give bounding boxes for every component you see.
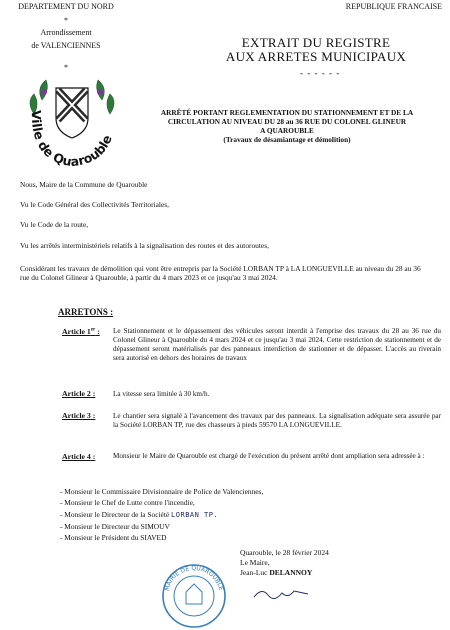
signature-name: Jean-Luc DELANNOY bbox=[240, 568, 313, 577]
considerant: Considérant les travaux de démolition qui vont être entrepris par la Société LORBAN TP à LA LONGUEVILLE au niveau du 28 au 36 rue du Colonel Glineur à Quarouble, à partir du 4 mars 2023 et ce jusqu'au 3 mai 2024. bbox=[20, 264, 421, 282]
vu-cgct: Vu le Code Général des Collectivités Territoriales, bbox=[20, 200, 169, 209]
recipient-item: - Monsieur le Président du SIAVED bbox=[60, 533, 167, 543]
article-3-label: Article 3 : bbox=[62, 411, 96, 420]
department-label: DEPARTEMENT DU NORD bbox=[18, 2, 114, 11]
signature-place-date: Quarouble, le 28 février 2024 bbox=[240, 548, 329, 557]
republic-label: REPUBLIQUE FRANCAISE bbox=[345, 2, 442, 11]
logo-text: Ville de Quarouble bbox=[28, 110, 115, 170]
arrete-title-line-1: ARRÊTÉ PORTANT REGLEMENTATION DU STATIONNEMENT ET DE LA bbox=[160, 108, 414, 117]
article-2-label: Article 2 : bbox=[62, 389, 96, 398]
handwritten-company: LORBAN TP. bbox=[171, 510, 219, 519]
arrete-title-line-2: CIRCULATION AU NIVEAU DU 28 au 36 RUE DU COLONEL GLINEUR bbox=[167, 117, 407, 126]
article-4-text: Monsieur le Maire de Quarouble est chargé de l'exécution du présent arrêté dont ampliation sera adressée à : bbox=[113, 452, 425, 460]
article-2-text: La vitesse sera limitée à 30 km/h. bbox=[113, 390, 210, 398]
star-separator: * bbox=[64, 16, 68, 25]
registry-title bbox=[206, 36, 426, 64]
registry-line-2: AUX ARRETES MUNICIPAUX bbox=[225, 49, 407, 64]
recipients-list bbox=[60, 486, 263, 543]
vu-arretes: Vu les arrêtés interministériels relatifs à la signalisation des routes et des autoroutes, bbox=[20, 241, 269, 250]
mairie-stamp bbox=[160, 562, 228, 630]
stamp-text: MAIRIE DE QUAROUBLE bbox=[163, 564, 225, 592]
arrondissement-label: Arrondissement bbox=[40, 28, 92, 37]
registry-line-1: EXTRAIT DU REGISTRE bbox=[241, 35, 391, 50]
recipient-item: - Monsieur le Directeur du SIMOUV bbox=[60, 521, 170, 531]
registry-dashes: - - - - - - bbox=[300, 68, 341, 78]
svg-text:MAIRIE DE QUAROUBLE bbox=[164, 565, 225, 592]
arrete-title-line-3: A QUAROUBLE bbox=[260, 126, 314, 135]
maire-line: Nous, Maire de la Commune de Quarouble bbox=[20, 180, 148, 189]
header-left bbox=[6, 2, 126, 73]
star-separator-2: * bbox=[64, 63, 68, 72]
signature-block bbox=[240, 548, 329, 578]
article-4-label: Article 4 : bbox=[62, 452, 96, 461]
recipient-item: - Monsieur le Commissaire Divisionnaire de Police de Valenciennes, bbox=[60, 487, 264, 496]
signature-title: Le Maire, bbox=[240, 558, 270, 567]
article-3-text: Le chantier sera signalé à l'avancement des travaux par des panneaux. La signalisation adéquate sera assurée par la Société LORBAN TP, rue des chasseurs à pieds 59570 LA LONGUEVILLE. bbox=[113, 412, 441, 429]
vu-code-route: Vu le Code de la route, bbox=[20, 220, 89, 229]
arrete-title-line-4: (Travaux de désamiantage et démolition) bbox=[223, 135, 351, 144]
recipient-item: - Monsieur le Directeur de la Société LORBAN TP. bbox=[60, 509, 219, 519]
handwritten-signature bbox=[252, 585, 312, 603]
arrondissement-city: de VALENCIENNES bbox=[31, 41, 101, 50]
arretons-heading: ARRETONS : bbox=[58, 307, 114, 317]
article-1-text: Le Stationnement et le dépassement des véhicules seront interdit à l'emprise des travaux du 28 au 36 rue du Colonel Glineur à Quarouble du 4 mars 2024 et ce jusqu'au 3 mai 2024. Cette restriction de stationnement et de dépassement seront matérialisés par des panneaux interdiction de stationner et de dépasser. L'accès au riverain sera autorisé en dehors des horaires de travaux bbox=[113, 327, 441, 362]
town-logo bbox=[22, 70, 122, 180]
article-1-label: Article 1er : bbox=[62, 327, 100, 336]
arrete-title bbox=[128, 108, 446, 144]
recipient-item: - Monsieur le Chef de Lutte contre l'incendie, bbox=[60, 498, 195, 508]
